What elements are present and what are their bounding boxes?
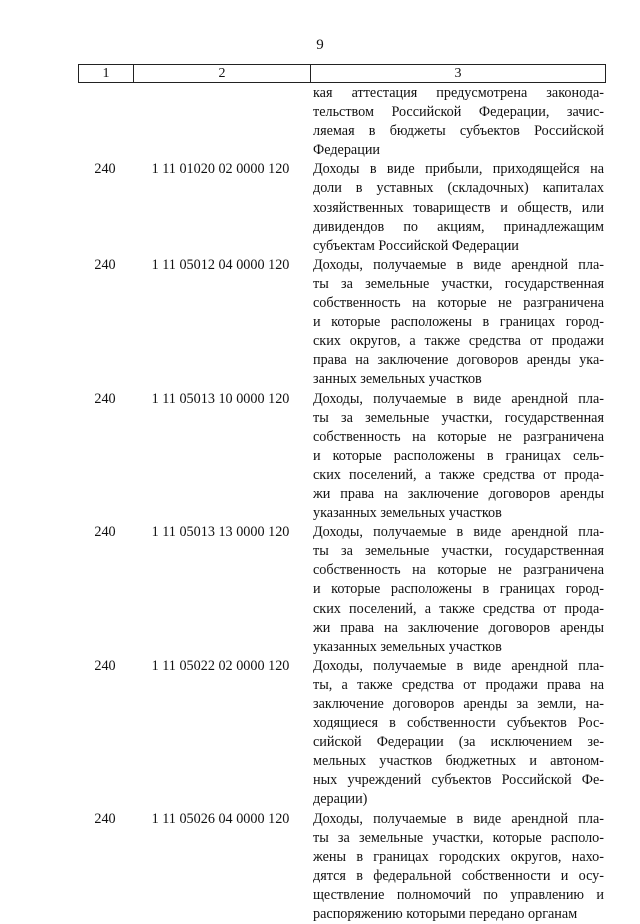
description-line: ных учреждений субъектов Российской Фе-: [313, 772, 604, 789]
admin-code-cell: 240: [94, 390, 116, 407]
description-line: ты за земельные участки, государственная: [313, 275, 604, 292]
description-line: Доходы, получаемые в виде арендной пла-: [313, 256, 604, 273]
table-row: [78, 84, 606, 160]
header-col-3: 3: [310, 65, 605, 82]
description-line: доли в уставных (складочных) капиталах: [313, 180, 604, 197]
description-line: занных земельных участков: [313, 371, 482, 388]
header-col-1: 1: [102, 66, 110, 81]
description-line: и которые расположены в границах город-: [313, 314, 604, 331]
budget-code-cell: 1 11 05013 10 0000 120: [151, 390, 290, 407]
description-cell: [309, 84, 606, 160]
description-cell: [309, 390, 606, 524]
description-line: ществление полномочий по управлению и: [313, 886, 604, 903]
description-line: ских поселений, а также средства от прода-: [313, 600, 604, 617]
description-line: указанных земельных участков: [313, 505, 502, 522]
budget-code-cell: 1 11 05026 04 0000 120: [151, 810, 290, 827]
description-line: и которые расположены в границах город-: [313, 581, 604, 598]
header-col-2: 2: [133, 65, 310, 82]
description-line: жи права на заключение договоров аренды: [313, 485, 604, 502]
admin-code-cell: [78, 84, 132, 160]
table-row: [78, 523, 606, 657]
description-line: Доходы, получаемые в виде арендной пла-: [313, 390, 604, 407]
description-line: ты за земельные участки, которые располо-: [313, 829, 604, 846]
table-row: [78, 810, 606, 924]
description-line: ских поселений, а также средства от прода-: [313, 466, 604, 483]
table-body: [78, 84, 606, 924]
description-cell: [309, 160, 606, 255]
description-line: ты за земельные участки, государственная: [313, 409, 604, 426]
budget-code-cell: 1 11 05012 04 0000 120: [151, 256, 290, 273]
description-line: Доходы, получаемые в виде арендной пла-: [313, 657, 604, 674]
description-line: субъектам Российской Федерации: [313, 237, 519, 254]
description-line: права на заключение договоров аренды ука-: [313, 352, 604, 369]
table-row: [78, 390, 606, 524]
description-line: дерации): [313, 791, 368, 808]
description-line: ты за земельные участки, государственная: [313, 543, 604, 560]
description-cell: [309, 810, 606, 924]
budget-code-cell: 1 11 01020 02 0000 120: [151, 161, 290, 178]
description-line: сийской Федерации (за исключением зе-: [313, 734, 604, 751]
description-line: хозяйственных товариществ и обществ, или: [313, 199, 604, 216]
admin-code-cell: 240: [94, 161, 116, 178]
description-line: собственность на которые не разграничена: [313, 562, 604, 579]
budget-code-cell: 1 11 05013 13 0000 120: [151, 524, 290, 541]
description-line: жены в границах городских округов, нахо-: [313, 848, 604, 865]
table-row: [78, 256, 606, 390]
admin-code-cell: 240: [94, 256, 116, 273]
admin-code-cell: 240: [94, 810, 116, 827]
description-cell: [309, 657, 606, 810]
description-line: дивидендов по акциям, принадлежащим: [313, 218, 604, 235]
description-line: собственность на которые не разграничена: [313, 295, 604, 312]
description-line: тельством Российской Федерации, зачис-: [313, 104, 604, 121]
admin-code-cell: 240: [94, 524, 116, 541]
description-line: собственность на которые не разграничена: [313, 428, 604, 445]
table-header: [78, 64, 606, 83]
description-line: заключение договоров аренды за земли, на-: [313, 696, 604, 712]
budget-code-cell: 1 11 05022 02 0000 120: [151, 657, 290, 674]
description-line: ских округов, а также средства от продажи: [313, 333, 604, 350]
page-number: 9: [316, 37, 324, 53]
description-line: ты, а также средства от продажи права на: [313, 676, 604, 693]
table-row: [78, 160, 606, 255]
table-row: [78, 657, 606, 810]
budget-code-cell: [132, 84, 309, 160]
description-line: ходящиеся в собственности субъектов Рос-: [313, 715, 604, 732]
admin-code-cell: 240: [94, 657, 116, 674]
description-line: мельных участков бюджетных и автоном-: [313, 753, 604, 770]
description-line: дятся в федеральной собственности и осу-: [313, 867, 604, 884]
description-line: Доходы, получаемые в виде арендной пла-: [313, 524, 604, 541]
description-line: указанных земельных участков: [313, 638, 502, 655]
description-line: ляемая в бюджеты субъектов Российской: [313, 123, 604, 140]
description-line: Доходы, получаемые в виде арендной пла-: [313, 810, 604, 827]
description-line: жи права на заключение договоров аренды: [313, 619, 604, 636]
description-line: и которые расположены в границах сель-: [313, 447, 604, 464]
description-line: Федерации: [313, 142, 381, 159]
description-line: кая аттестация предусмотрена законода-: [313, 85, 604, 101]
description-cell: [309, 256, 606, 390]
description-line: распоряжению которыми передано органам: [313, 906, 578, 923]
description-cell: [309, 523, 606, 657]
description-line: Доходы в виде прибыли, приходящейся на: [313, 161, 604, 178]
